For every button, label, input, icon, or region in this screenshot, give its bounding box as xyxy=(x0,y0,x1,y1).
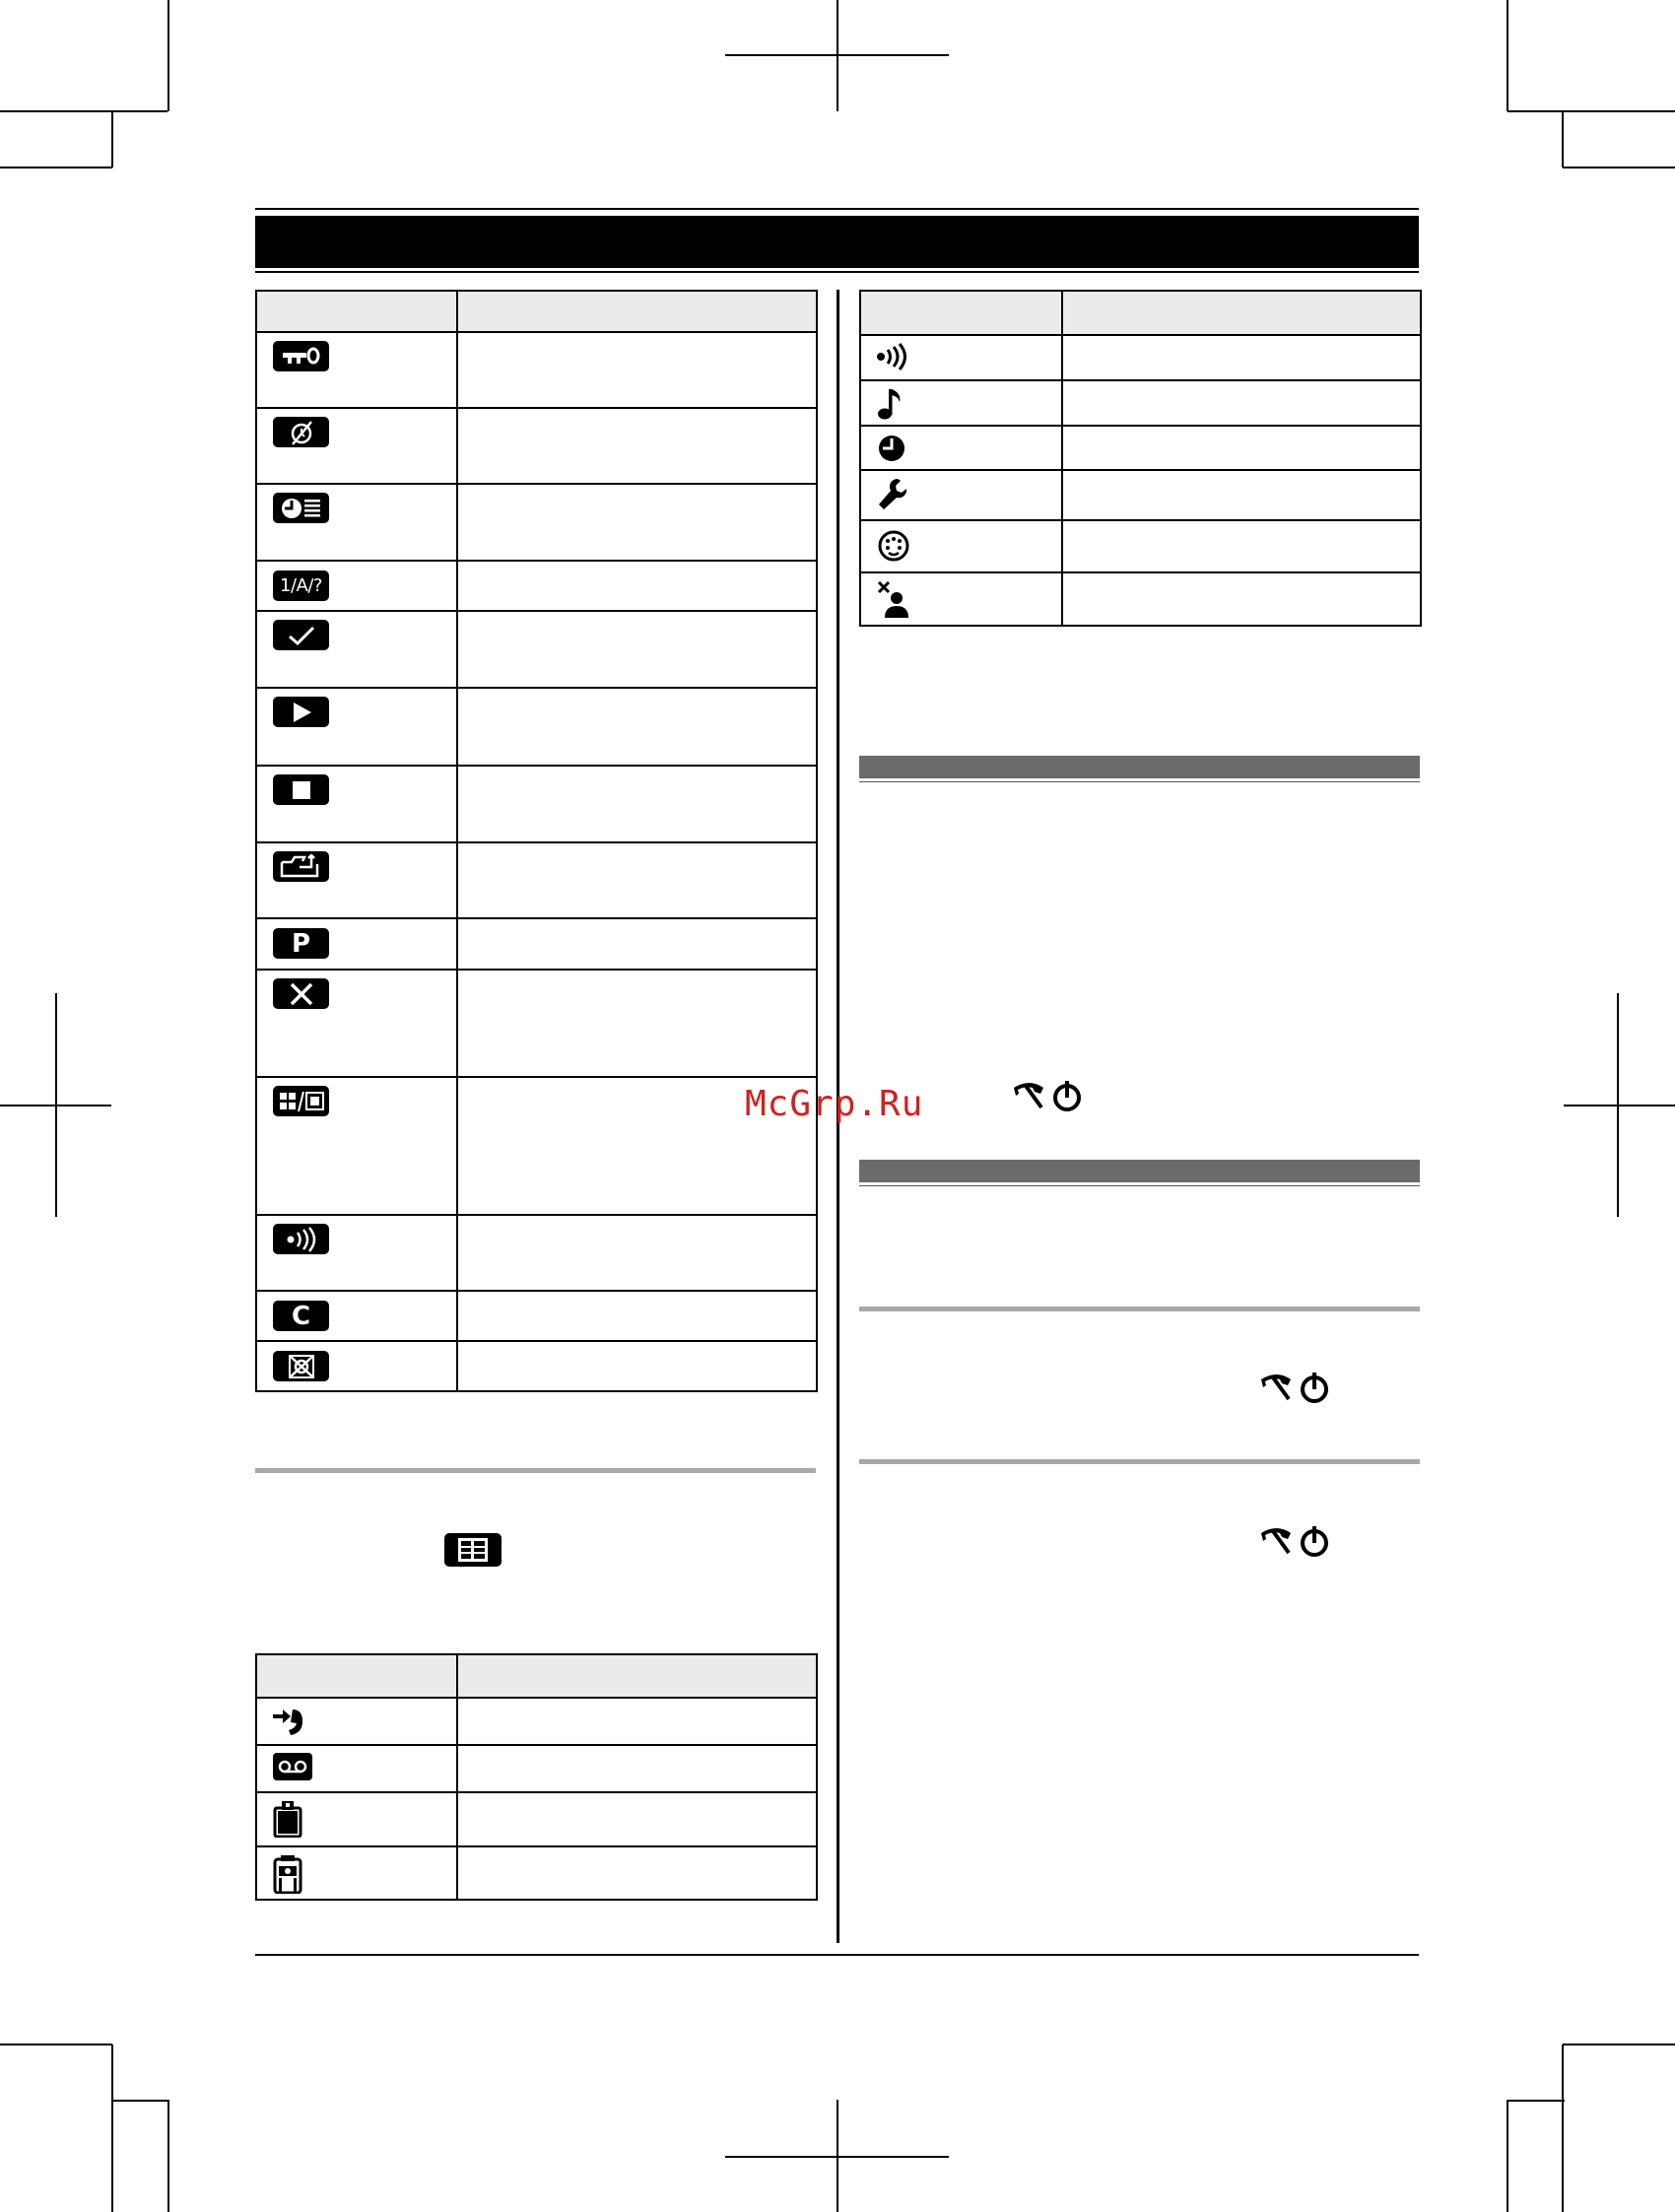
table-row xyxy=(256,766,817,842)
clock-icon xyxy=(877,434,1061,463)
header-rule-top xyxy=(255,208,1419,210)
stop-icon xyxy=(273,774,329,805)
section-rule xyxy=(255,1468,816,1473)
play-icon xyxy=(273,697,329,727)
table-row xyxy=(860,470,1421,520)
header-cell-icon xyxy=(860,291,1062,335)
pause-icon: P xyxy=(273,928,329,959)
icon-table-right xyxy=(859,290,1422,627)
table-row xyxy=(256,1745,817,1792)
section-heading-bar xyxy=(859,1160,1420,1182)
ringer-icon xyxy=(877,529,1061,563)
header-cell-icon xyxy=(256,291,457,332)
table-row xyxy=(860,426,1421,470)
call-forward-icon xyxy=(271,1706,456,1737)
footer-rule xyxy=(255,1954,1419,1956)
header-cell-icon xyxy=(256,1654,457,1698)
table-row xyxy=(256,1077,817,1215)
table-row xyxy=(256,1698,817,1745)
table-row xyxy=(256,918,817,970)
table-row xyxy=(256,484,817,561)
table-row xyxy=(860,520,1421,572)
handset-charger-icon xyxy=(273,1854,456,1894)
table-header xyxy=(256,1654,817,1698)
menu-grid-icon xyxy=(444,1533,502,1567)
header-rule-bottom xyxy=(255,271,1419,273)
icon-table-bottom xyxy=(255,1653,818,1901)
table-row xyxy=(256,970,817,1077)
clear-icon: C xyxy=(273,1301,329,1331)
table-row xyxy=(860,380,1421,426)
table-row xyxy=(256,332,817,408)
watermark: McGrp.Ru xyxy=(745,1084,924,1124)
table-row xyxy=(256,688,817,766)
section-rule xyxy=(859,1307,1420,1311)
header-cell-meaning xyxy=(457,1654,817,1698)
table-row xyxy=(256,1792,817,1846)
table-row xyxy=(256,611,817,688)
header-bar xyxy=(255,216,1419,268)
clock-pattern-icon xyxy=(273,493,329,523)
view-switch-icon xyxy=(273,1086,329,1116)
checkmark-icon xyxy=(273,620,329,650)
table-row xyxy=(256,1291,817,1341)
music-note-icon xyxy=(877,387,1061,421)
mute-icon xyxy=(273,1351,329,1381)
table-row xyxy=(860,572,1421,626)
header-cell-meaning xyxy=(457,291,817,332)
intercom-icon xyxy=(273,1224,329,1254)
wrench-icon xyxy=(877,478,1061,511)
icon-table-left xyxy=(255,290,818,1392)
table-header xyxy=(256,291,817,332)
table-row xyxy=(860,335,1421,380)
off-power-icon xyxy=(1259,1523,1330,1559)
voicemail-icon xyxy=(273,1753,456,1780)
table-row xyxy=(256,1846,817,1900)
handset-icon xyxy=(273,1800,456,1838)
header-cell-meaning xyxy=(1062,291,1421,335)
table-row xyxy=(256,1341,817,1391)
table-row xyxy=(256,842,817,918)
signal-icon xyxy=(875,342,1061,371)
close-icon xyxy=(273,978,329,1009)
back-icon xyxy=(273,851,329,882)
table-row xyxy=(256,1215,817,1291)
table-row xyxy=(256,561,817,611)
section-heading-bar xyxy=(859,756,1420,778)
character-mode-icon: 1/A/? xyxy=(273,570,329,601)
off-power-icon xyxy=(1012,1078,1083,1113)
section-rule xyxy=(859,1459,1420,1464)
section-rule xyxy=(859,781,1420,782)
table-row xyxy=(256,408,817,484)
table-header xyxy=(860,291,1421,335)
off-power-icon xyxy=(1259,1370,1330,1405)
alarm-off-icon xyxy=(273,417,329,447)
user-cancel-icon xyxy=(877,580,1061,620)
section-rule xyxy=(859,1185,1420,1186)
key-lock-icon xyxy=(273,341,329,371)
